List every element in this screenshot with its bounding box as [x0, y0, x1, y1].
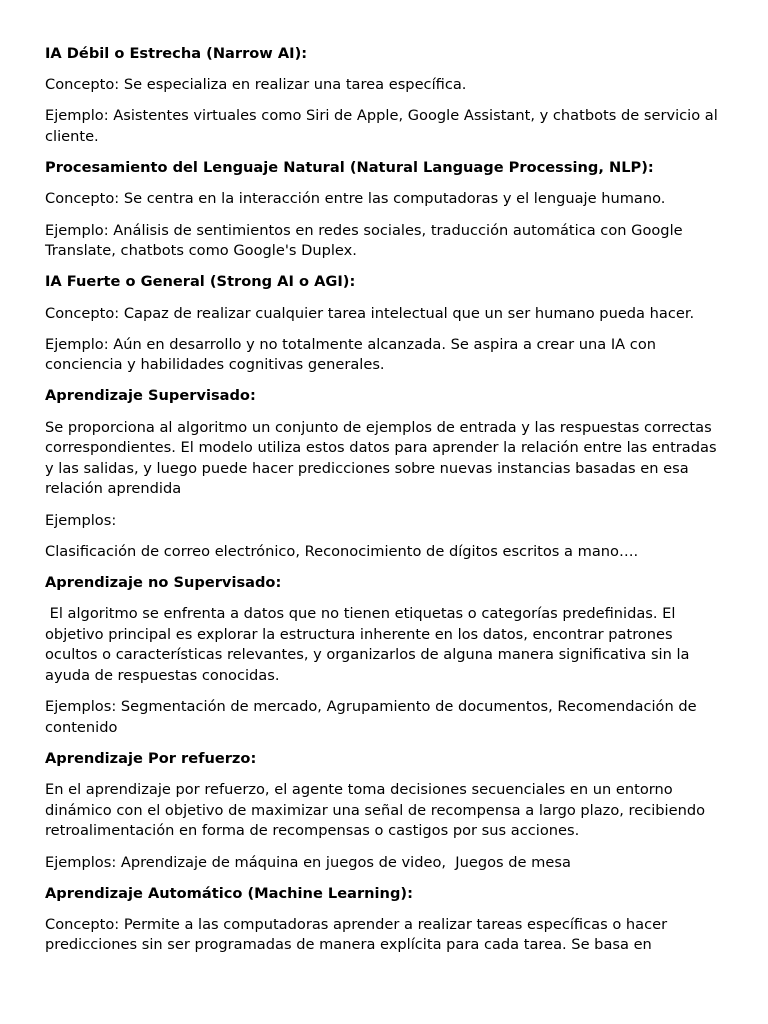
paragraph: Concepto: Capaz de realizar cualquier tarea intelectual que un ser humano pueda hacer. [45, 304, 695, 322]
document-page [45, 44, 725, 967]
section-heading: Aprendizaje Supervisado: [45, 387, 256, 405]
paragraph: En el aprendizaje por refuerzo, el agente toma decisiones secuenciales en un entorno dinámico con el objetivo de maximizar una señal de recompensa a largo plazo, recibiendo retroalimentación en forma de recompensas o castigos por sus acciones. [45, 781, 710, 840]
paragraph: Ejemplos: Segmentación de mercado, Agrupamiento de documentos, Recomendación de contenido [45, 698, 702, 736]
paragraph: Concepto: Permite a las computadoras aprender a realizar tareas específicas o hacer predicciones sin ser programadas de manera explícita para cada tarea. Se basa en [45, 915, 672, 954]
paragraph: Ejemplo: Asistentes virtuales como Siri de Apple, Google Assistant, y chatbots de servicio al cliente. [45, 107, 723, 145]
section-heading: IA Fuerte o General (Strong AI o AGI): [45, 273, 356, 291]
section-supervised-learning [45, 386, 725, 562]
section-reinforcement-learning [45, 749, 725, 873]
section-narrow-ai [45, 44, 725, 148]
section-heading: Aprendizaje no Supervisado: [45, 574, 282, 591]
section-strong-ai [45, 272, 725, 376]
paragraph: Concepto: Se especializa en realizar una tarea específica. [45, 76, 467, 94]
paragraph: Clasificación de correo electrónico, Reconocimiento de dígitos escritos a mano…. [45, 542, 639, 560]
section-nlp [45, 158, 725, 262]
paragraph: Ejemplos: Aprendizaje de máquina en juegos de video, Juegos de mesa [45, 853, 571, 871]
section-heading: IA Débil o Estrecha (Narrow AI): [45, 45, 308, 62]
section-machine-learning [45, 884, 725, 956]
paragraph: Ejemplos: [45, 511, 117, 529]
paragraph: Ejemplo: Aún en desarrollo y no totalmente alcanzada. Se aspira a crear una IA con conciencia y habilidades cognitivas generales. [45, 335, 661, 374]
paragraph: Se proporciona al algoritmo un conjunto de ejemplos de entrada y las respuestas correctas correspondientes. El modelo utiliza estos datos para aprender la relación entre las entradas y las salidas, y luego puede hacer predicciones sobre nuevas instancias basadas en esa relación aprendida [45, 418, 722, 498]
paragraph: Concepto: Se centra en la interacción entre las computadoras y el lenguaje humano. [45, 190, 666, 208]
section-unsupervised-learning [45, 573, 725, 738]
section-heading: Aprendizaje Por refuerzo: [45, 749, 257, 767]
section-heading: Aprendizaje Automático (Machine Learning): [45, 884, 413, 902]
section-heading: Procesamiento del Lenguaje Natural (Natural Language Processing, NLP): [45, 159, 654, 177]
paragraph: El algoritmo se enfrenta a datos que no tienen etiquetas o categorías predefinidas. El objetivo principal es explorar la estructura inherente en los datos, encontrar patrones ocultos o características relevantes, y organizarlos de alguna manera significativa sin la ayuda de respuestas conocidas. [45, 605, 695, 684]
paragraph: Ejemplo: Análisis de sentimientos en redes sociales, traducción automática con Google Translate, chatbots como Google's Duplex. [45, 221, 688, 260]
